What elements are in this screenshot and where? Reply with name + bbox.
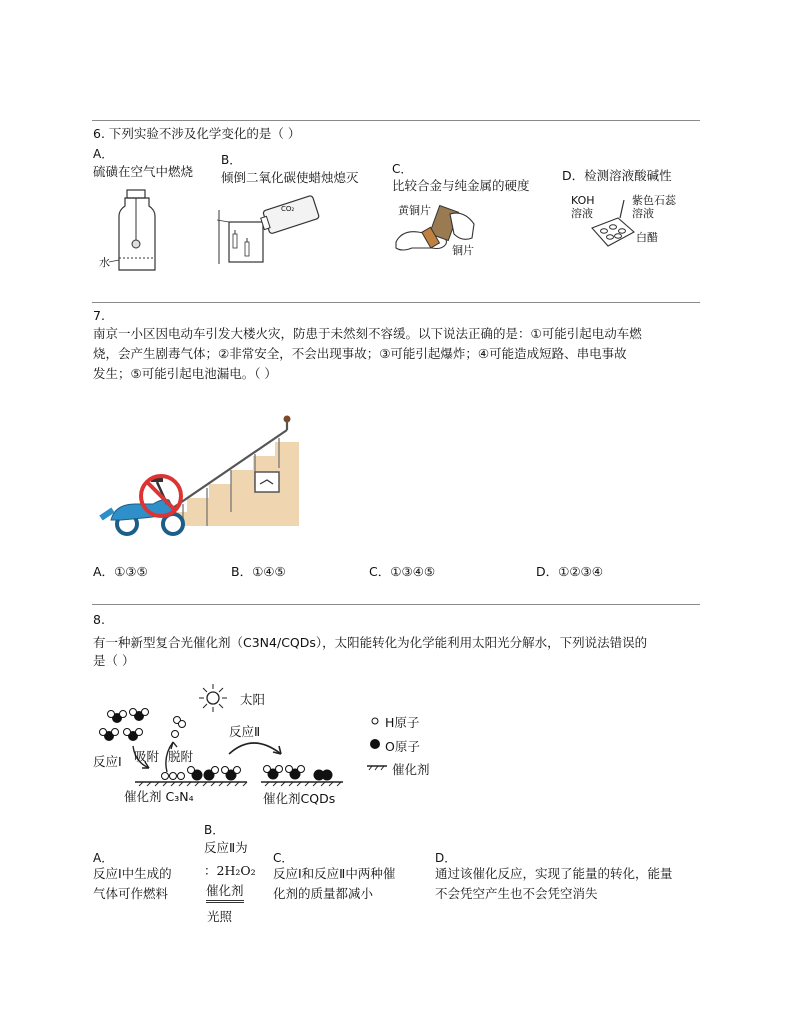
q8-number: 8. (93, 612, 105, 627)
q8-stem-line-1: 有一种新型复合光催化剂（C3N4/CQDs），太阳能转化为化学能利用太阳光分解水，下列说法错误的 (93, 635, 648, 650)
q8-reaction2-label: 反应Ⅱ (229, 724, 261, 739)
q8-legend-catalyst-label: 催化剂 (392, 762, 430, 777)
q7-number: 7. (93, 308, 105, 323)
q6-option-a-letter[interactable]: A． (93, 147, 114, 161)
q8-option-b-condition-catalyst: 催化剂 (206, 882, 244, 903)
q6-option-c-letter[interactable]: C． (392, 162, 413, 176)
q8-option-d-text: 通过该催化反应，实现了能量的转化，能量 不会凭空产生也不会凭空消失 (435, 866, 673, 901)
q6-option-d-letter[interactable]: D． (562, 168, 585, 183)
q8-option-a-text: 反应Ⅰ中生成的 气体可作燃料 (93, 866, 172, 901)
q8-desorb-label: 脱附 (168, 749, 194, 764)
q6-option-b-letter[interactable]: B． (221, 153, 242, 167)
q6-option-c-text: 比较合金与纯金属的硬度 (392, 178, 530, 193)
q8-stem-line-2: 是（ ） (93, 653, 135, 668)
q6-figure-d-litmus-label: 紫色石蕊 溶液 (632, 194, 676, 220)
q6-figure-d-koh-label: KOH 溶液 (571, 194, 595, 220)
q6-figure-d-vinegar-label: 白醋 (636, 231, 658, 244)
q6-stem: 6. 下列实验不涉及化学变化的是（ ） (93, 126, 301, 141)
q6-figure-c-brass-label: 黄铜片 (398, 204, 431, 217)
q6-option-a-text: 硫磺在空气中燃烧 (93, 164, 194, 179)
q6-figure-b-pouring (215, 190, 330, 265)
q8-option-b-condition-light: 光照 (207, 909, 233, 924)
q8-option-a-letter[interactable]: A． (93, 851, 114, 865)
q6-figure-c-copper-label: 铜片 (452, 244, 474, 257)
sun-icon (199, 684, 227, 712)
q7-option-b[interactable]: B．①④⑤ (231, 564, 286, 579)
q7-option-d[interactable]: D．①②③④ (536, 564, 603, 579)
divider-q7 (92, 302, 700, 303)
q8-reaction1-label: 反应Ⅰ (93, 754, 122, 769)
q7-figure-ebike-staircase (95, 408, 301, 544)
q7-stem-line-3: 发生；⑤可能引起电池漏电。（ ） (93, 366, 277, 381)
q8-legend-h-label: H原子 (385, 715, 420, 730)
q6-figure-b-co2-label: CO₂ (281, 205, 295, 213)
q6-figure-d-spot-plate (588, 198, 638, 250)
q8-legend-o-label: O原子 (385, 739, 420, 754)
q7-stem-line-2: 烧，会产生剧毒气体；②非常安全，不会出现事故；③可能引起爆炸；④可能造成短路、串电事故 (93, 346, 627, 361)
q7-option-a[interactable]: A．①③⑤ (93, 564, 148, 579)
legend-o-atom-icon (370, 739, 380, 749)
q7-stem-line-1: 南京一小区因电动车引发大楼火灾，防患于未然刻不容缓。以下说法正确的是：①可能引起电动车燃 (93, 326, 642, 341)
q8-option-b-formula: ：2H₂O₂ (204, 863, 256, 878)
q6-option-b-text: 倾倒二氧化碳使蜡烛熄灭 (221, 170, 359, 185)
q7-option-c[interactable]: C．①③④⑤ (369, 564, 436, 579)
divider-q8 (92, 604, 700, 605)
q6-option-d (562, 166, 672, 186)
q6-option-d-text: 检测溶液酸碱性 (584, 168, 672, 183)
q8-cat2-label: 催化剂CQDs (263, 791, 336, 806)
q8-option-c-letter[interactable]: C． (273, 851, 294, 865)
q8-option-b-letter[interactable]: B． (204, 823, 225, 837)
q6-figure-a-water-label: 水 (99, 256, 110, 269)
q8-option-b-line1: 反应Ⅱ为 (204, 840, 248, 855)
divider-q6 (92, 120, 700, 121)
q8-cat1-label: 催化剂 C₃N₄ (124, 789, 194, 804)
q8-sun-label: 太阳 (240, 692, 266, 707)
q8-option-d-letter[interactable]: D． (435, 851, 457, 865)
legend-h-atom-icon (372, 718, 378, 724)
q8-option-c-text: 反应Ⅰ和反应Ⅱ中两种催 化剂的质量都减小 (273, 866, 396, 901)
q8-adsorb-label: 吸附 (134, 749, 160, 764)
